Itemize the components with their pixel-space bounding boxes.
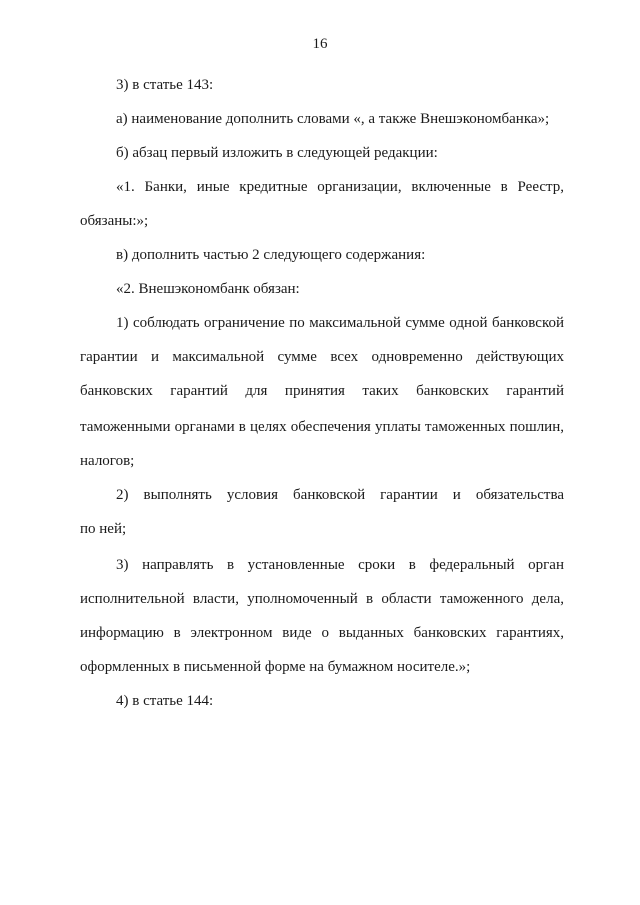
paragraph-v: в) дополнить частью 2 следующего содержания:: [116, 247, 426, 263]
list-item-article-143: 3) в статье 143:: [116, 77, 214, 93]
item-1-line-2: гарантии и максимальной сумме всех одновременно действующих: [80, 349, 564, 365]
paragraph-b: б) абзац первый изложить в следующей редакции:: [116, 145, 438, 161]
paragraph-a: а) наименование дополнить словами «, а также Внешэкономбанка»;: [116, 111, 550, 127]
item-1-line-1: 1) соблюдать ограничение по максимальной сумме одной банковской: [116, 315, 564, 331]
part-2-heading: «2. Внешэкономбанк обязан:: [116, 281, 300, 297]
list-item-article-144: 4) в статье 144:: [116, 693, 214, 709]
item-1-line-3: банковских гарантий для принятия таких банковских гарантий: [80, 383, 564, 399]
item-1-line-4: таможенными органами в целях обеспечения уплаты таможенных пошлин,: [80, 419, 564, 435]
item-3-line-3: информацию в электронном виде о выданных банковских гарантиях,: [80, 625, 564, 641]
quote-line-2: обязаны:»;: [80, 213, 149, 229]
item-3-line-4: оформленных в письменной форме на бумажном носителе.»;: [80, 659, 471, 675]
item-3-line-1: 3) направлять в установленные сроки в федеральный орган: [116, 557, 564, 573]
page-number: 16: [312, 36, 328, 52]
item-3-line-2: исполнительной власти, уполномоченный в области таможенного дела,: [80, 591, 564, 607]
item-2-line-1: 2) выполнять условия банковской гарантии и обязательства: [116, 487, 564, 503]
item-2-line-2: по ней;: [80, 521, 127, 537]
quote-line-1: «1. Банки, иные кредитные организации, включенные в Реестр,: [116, 179, 564, 195]
item-1-line-5: налогов;: [80, 453, 135, 469]
